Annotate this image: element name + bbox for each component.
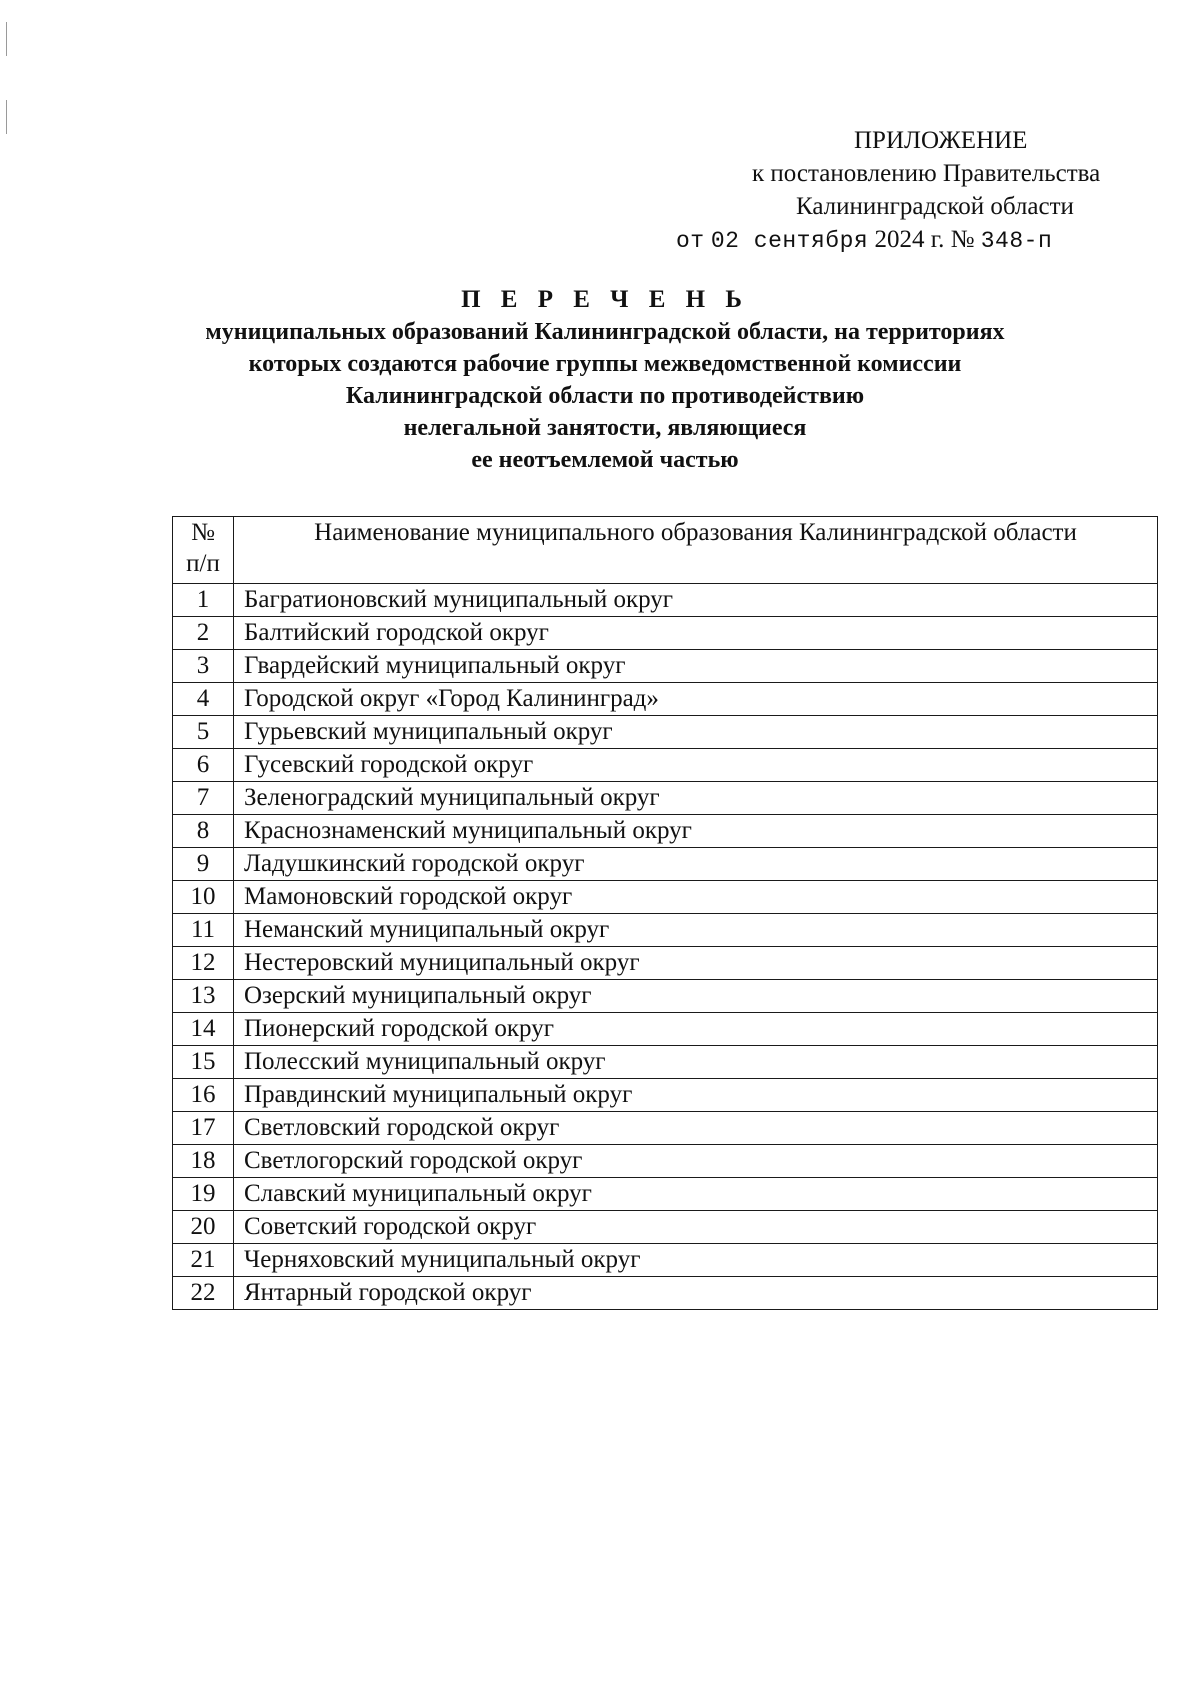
document-heading — [0, 284, 1200, 476]
heading-line: которых создаются рабочие группы межведомственной комиссии — [248, 351, 962, 377]
row-number: 2 — [173, 617, 234, 650]
row-number: 17 — [173, 1112, 234, 1145]
municipality-name: Зеленоградский муниципальный округ — [234, 782, 1158, 815]
row-number: 11 — [173, 914, 234, 947]
row-number: 20 — [173, 1211, 234, 1244]
row-number: 16 — [173, 1079, 234, 1112]
table-row — [173, 1244, 1158, 1277]
row-number: 8 — [173, 815, 234, 848]
municipality-name: Гурьевский муниципальный округ — [234, 716, 1158, 749]
table-row — [173, 1145, 1158, 1178]
row-number: 19 — [173, 1178, 234, 1211]
municipality-name: Балтийский городской округ — [234, 617, 1158, 650]
row-number: 12 — [173, 947, 234, 980]
municipality-name: Неманский муниципальный округ — [234, 914, 1158, 947]
row-number: 5 — [173, 716, 234, 749]
municipality-name: Нестеровский муниципальный округ — [234, 947, 1158, 980]
header-number-sign: № — [191, 519, 215, 546]
table-row — [173, 617, 1158, 650]
row-number: 14 — [173, 1013, 234, 1046]
municipality-name: Светлогорский городской округ — [234, 1145, 1158, 1178]
municipality-name: Советский городской округ — [234, 1211, 1158, 1244]
table-row — [173, 1079, 1158, 1112]
municipality-name: Правдинский муниципальный округ — [234, 1079, 1158, 1112]
heading-line: нелегальной занятости, являющиеся — [403, 415, 807, 441]
row-number: 7 — [173, 782, 234, 815]
header-number-abbr: п/п — [186, 550, 220, 577]
municipality-name: Черняховский муниципальный округ — [234, 1244, 1158, 1277]
row-number: 22 — [173, 1277, 234, 1310]
appendix-block — [600, 124, 1160, 258]
appendix-region-line: Калининградской области — [796, 193, 1074, 220]
date-prefix: от — [676, 228, 705, 254]
municipality-name: Полесский муниципальный округ — [234, 1046, 1158, 1079]
table-row — [173, 1046, 1158, 1079]
municipality-name: Мамоновский городской округ — [234, 881, 1158, 914]
table-row — [173, 1178, 1158, 1211]
row-number: 9 — [173, 848, 234, 881]
municipality-name: Городской округ «Город Калининград» — [234, 683, 1158, 716]
municipality-name: Озерский муниципальный округ — [234, 980, 1158, 1013]
date-value: 02 сентября — [710, 228, 869, 254]
municipality-name: Багратионовский муниципальный округ — [234, 584, 1158, 617]
row-number: 6 — [173, 749, 234, 782]
heading-line: муниципальных образований Калининградской области, на территориях — [205, 319, 1005, 345]
row-number: 18 — [173, 1145, 234, 1178]
scan-edge-mark — [6, 100, 7, 134]
scan-edge-mark — [6, 22, 7, 56]
municipalities-table — [172, 516, 1158, 1310]
table-row — [173, 584, 1158, 617]
header-name: Наименование муниципального образования Калининградской области — [234, 517, 1158, 584]
municipality-name: Светловский городской округ — [234, 1112, 1158, 1145]
table-row — [173, 947, 1158, 980]
row-number: 3 — [173, 650, 234, 683]
table-row — [173, 749, 1158, 782]
table-row — [173, 815, 1158, 848]
header-number — [173, 517, 234, 584]
municipality-name: Гусевский городской округ — [234, 749, 1158, 782]
table-row — [173, 914, 1158, 947]
appendix-resolution-line: к постановлению Правительства — [752, 160, 1101, 187]
table-row — [173, 1013, 1158, 1046]
row-number: 10 — [173, 881, 234, 914]
municipality-name: Ладушкинский городской округ — [234, 848, 1158, 881]
row-number: 13 — [173, 980, 234, 1013]
municipality-name: Пионерский городской округ — [234, 1013, 1158, 1046]
row-number: 1 — [173, 584, 234, 617]
table-header-row — [173, 517, 1158, 584]
date-year: 2024 г. № — [874, 226, 975, 253]
heading-line: Калининградской области по противодействию — [345, 383, 865, 409]
table-row — [173, 1211, 1158, 1244]
municipality-name: Янтарный городской округ — [234, 1277, 1158, 1310]
table-row — [173, 980, 1158, 1013]
municipality-name: Гвардейский муниципальный округ — [234, 650, 1158, 683]
municipality-name: Славский муниципальный округ — [234, 1178, 1158, 1211]
table-row — [173, 782, 1158, 815]
heading-title: П Е Р Е Ч Е Н Ь — [461, 286, 749, 313]
municipality-name: Краснознаменский муниципальный округ — [234, 815, 1158, 848]
row-number: 4 — [173, 683, 234, 716]
heading-line: ее неотъемлемой частью — [471, 447, 739, 473]
table-row — [173, 881, 1158, 914]
appendix-date-line — [600, 223, 1160, 258]
table-row — [173, 650, 1158, 683]
table-row — [173, 848, 1158, 881]
row-number: 15 — [173, 1046, 234, 1079]
resolution-number: 348-п — [980, 228, 1053, 254]
appendix-title: ПРИЛОЖЕНИЕ — [854, 127, 1028, 154]
row-number: 21 — [173, 1244, 234, 1277]
table-row — [173, 1277, 1158, 1310]
table-row — [173, 716, 1158, 749]
table-row — [173, 683, 1158, 716]
table-row — [173, 1112, 1158, 1145]
